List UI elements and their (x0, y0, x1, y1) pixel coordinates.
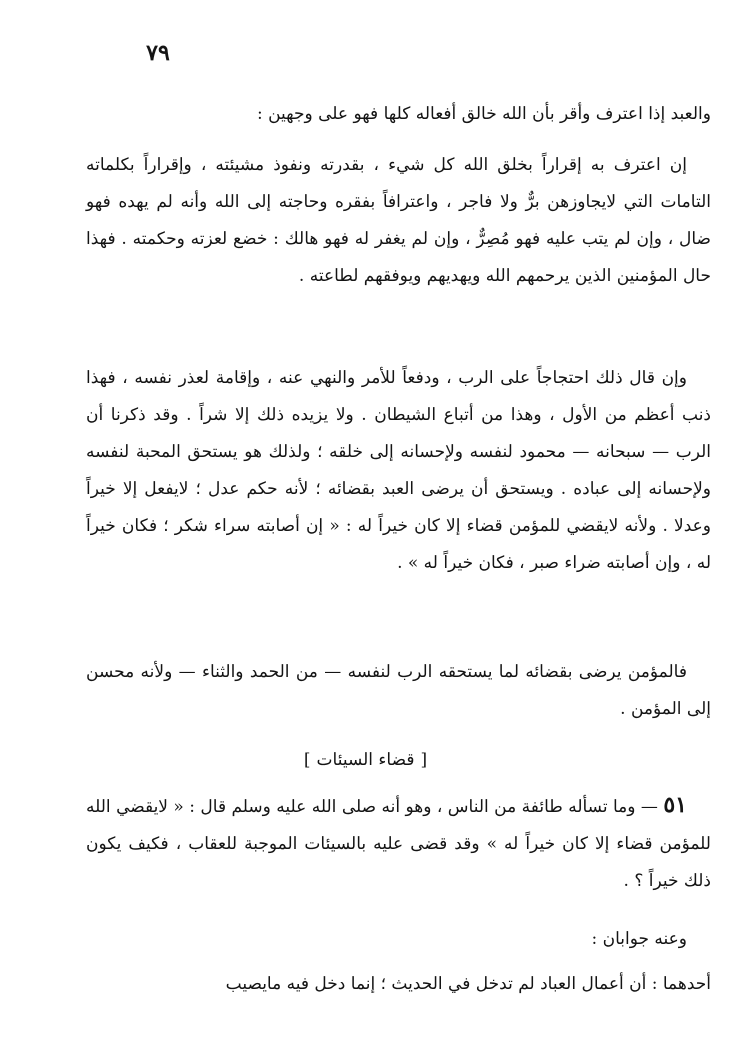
paragraph-4-body (86, 787, 711, 900)
question-number: ٥١ (663, 792, 687, 818)
bracket-close: ] (303, 750, 311, 770)
paragraph-4-text: — وما تسأله طائفة من الناس ، وهو أنه صلى الله عليه وسلم قال : « لايقضي الله للمؤمن قضاء إلا كان خيراً له » وقد قضى عليه بالسيئات الموجبة للعقاب ، فكيف يكون ذلك خيراً ؟ . (86, 797, 711, 891)
paragraph-6 (86, 966, 711, 1003)
paragraph-1-text: إن اعترف به إقراراً بخلق الله كل شيء ، بقدرته ونفوذ مشيئته ، وإقراراً بكلماته التامات التي لايجاوزهن برٌّ ولا فاجر ، واعترافاً بفقره وحاجته إلى الله وأنه لم يهده فهو ضال ، وإن لم يتب عليه فهو مُصِرٌّ ، وإن لم يغفر له فهو هالك : خضع لعزته وحكمته . فهذا حال المؤمنين الذين يرحمهم الله ويهديهم ويوفقهم لطاعته . (86, 155, 711, 286)
paragraph-5 (86, 921, 711, 958)
paragraph-1 (86, 147, 711, 295)
bracket-open: [ (420, 750, 428, 770)
paragraph-2-text: وإن قال ذلك احتجاجاً على الرب ، ودفعاً للأمر والنهي عنه ، وإقامة لعذر نفسه ، فهذا ذنب أعظم من الأول ، وهذا من أتباع الشيطان . ولا يزيده ذلك إلا شراً . وقد ذكرنا أن الرب — سبحانه — محمود لنفسه ولإحسانه إلى خلقه ؛ ولذلك هو يستحق المحبة لنفسه ولإحسانه إلى عباده . ويستحق أن يرضى العبد بقضائه ؛ لأنه حكم عدل ؛ لايفعل إلا خيراً وعدلا . ولأنه لايقضي للمؤمن قضاء إلا كان خيراً له : « إن أصابته سراء شكر ؛ فكان خيراً له ، وإن أصابته ضراء صبر ، فكان خيراً له » . (86, 368, 711, 573)
paragraph-3-text: فالمؤمن يرضى بقضائه لما يستحقه الرب لنفسه — من الحمد والثناء — ولأنه محسن إلى المؤمن . (86, 662, 711, 719)
paragraph-4 (86, 787, 711, 900)
paragraph-5-text: وعنه جوابان : (591, 929, 687, 949)
intro-text: والعبد إذا اعترف وأقر بأن الله خالق أفعاله كلها فهو على وجهين : (256, 104, 711, 124)
section-title: قضاء السيئات (316, 750, 415, 770)
paragraph-3 (86, 654, 711, 728)
paragraph-2 (86, 360, 711, 582)
paragraph-6-text: أحدهما : أن أعمال العباد لم تدخل في الحديث ؛ إنما دخل فيه مايصيب (225, 974, 711, 994)
section-heading (0, 745, 731, 775)
intro-line (86, 96, 711, 133)
page-number: ٧٩ (146, 40, 170, 66)
